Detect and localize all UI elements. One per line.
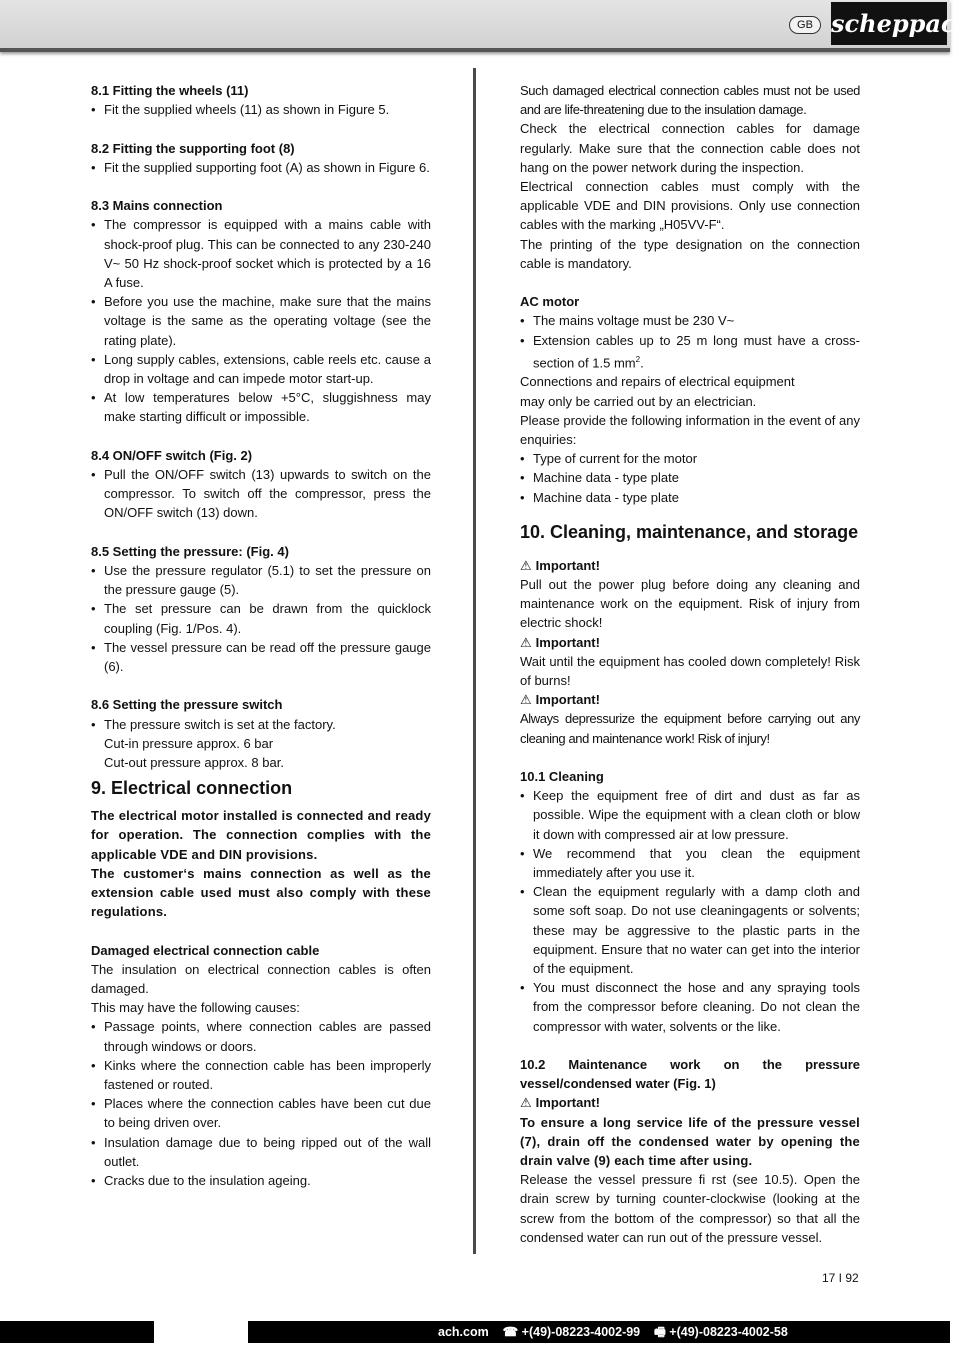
- list-item: • Clean the equipment regularly with a damp cloth and some soft soap. Do not use cleaningagents or solvents; these may be aggressive to the plastic parts in the equipment. Ensure that no water can get into the interior of the equipment.: [520, 882, 860, 978]
- language-badge: GB: [789, 16, 821, 34]
- paragraph: This may have the following causes:: [91, 1000, 300, 1016]
- section-heading: 8.5 Setting the pressure: (Fig. 4): [91, 543, 289, 559]
- page-number: 17 I 92: [822, 1271, 859, 1285]
- section-heading: 8.6 Setting the pressure switch: [91, 697, 283, 713]
- paragraph: Electrical connection cables must comply with the applicable VDE and DIN provisions. Only use connection cables with the marking „H05VV-F“.: [520, 179, 860, 233]
- list-item: • Type of current for the motor: [520, 449, 860, 468]
- list-item: • Use the pressure regulator (5.1) to set the pressure on the pressure gauge (5).: [91, 561, 431, 599]
- section-heading: 10.2 Maintenance work on the pressure vessel/condensed water (Fig. 1): [520, 1057, 860, 1092]
- section-heading: 8.1 Fitting the wheels (11): [91, 83, 249, 98]
- paragraph: Check the electrical connection cables for damage regularly. Make sure that the connection cable does not hang on the power network during the inspection.: [520, 121, 860, 175]
- list-item: • Passage points, where connection cables are passed through windows or doors.: [91, 1017, 431, 1055]
- list-item: • Cracks due to the insulation ageing.: [91, 1171, 431, 1190]
- list-item: • Fit the supplied wheels (11) as shown in Figure 5.: [91, 100, 431, 119]
- list-item: • Kinks where the connection cable has been improperly fastened or routed.: [91, 1056, 431, 1094]
- brand-logo: scheppach: [831, 2, 947, 45]
- chapter-title: 10. Cleaning, maintenance, and storage: [520, 521, 859, 542]
- list-item: • Fit the supplied supporting foot (A) as shown in Figure 6.: [91, 158, 431, 177]
- bullet-list: [91, 715, 431, 734]
- list-item: • The vessel pressure can be read off the pressure gauge (6).: [91, 638, 431, 676]
- pressure-line: Cut-in pressure approx. 6 bar: [104, 735, 274, 751]
- bullet-list: [91, 100, 431, 119]
- bold-paragraph: The electrical motor installed is connected and ready for operation. The connection complies with the applicable VDE and DIN provisions.: [91, 808, 431, 862]
- list-item: • The set pressure can be drawn from the quicklock coupling (Fig. 1/Pos. 4).: [91, 599, 431, 637]
- bold-paragraph: To ensure a long service life of the pressure vessel (7), drain off the condensed water by opening the drain valve (9) each time after using.: [520, 1114, 860, 1169]
- warning-icon: ⚠: [520, 1095, 532, 1111]
- list-item: • Insulation damage due to being ripped out of the wall outlet.: [91, 1133, 431, 1171]
- bullet-list: [91, 215, 431, 426]
- paragraph: The insulation on electrical connection cables is often damaged.: [91, 961, 431, 997]
- section-heading: 8.3 Mains connection: [91, 198, 223, 214]
- chapter-title: 9. Electrical connection: [91, 778, 293, 799]
- section-heading: 8.2 Fitting the supporting foot (8): [91, 140, 295, 156]
- paragraph: may only be carried out by an electrician.: [520, 393, 757, 409]
- bullet-list: [520, 786, 860, 1036]
- footer-bar: [0, 1321, 950, 1343]
- warning-icon: ⚠: [520, 692, 532, 708]
- important-heading: ⚠ Important!: [520, 556, 860, 575]
- pressure-line: Cut-out pressure approx. 8 bar.: [104, 755, 284, 771]
- footer-contact: ach.com ☎ +(49)-08223-4002-99 🖷 +(49)-08223-4002-58: [438, 1325, 788, 1339]
- section-heading: Damaged electrical connection cable: [91, 942, 320, 958]
- bullet-list: [91, 1017, 431, 1190]
- paragraph: Release the vessel pressure fi rst (see 10.5). Open the drain screw by turning counter-clockwise (looking at the screw from the bottom of the compressor) so that all the condensed water can run out of the pressure vessel.: [520, 1172, 860, 1245]
- right-column: [520, 81, 860, 1247]
- important-heading: ⚠ Important!: [520, 690, 860, 709]
- bullet-list: [91, 158, 431, 177]
- paragraph: Pull out the power plug before doing any cleaning and maintenance work on the equipment. Risk of injury from electric shock!: [520, 576, 860, 631]
- bold-paragraph: The customer‘s mains connection as well as the extension cable used must also comply with these regulations.: [91, 865, 431, 920]
- list-item: • Long supply cables, extensions, cable reels etc. cause a drop in voltage and can impede motor start-up.: [91, 350, 431, 388]
- list-item: • Machine data - type plate: [520, 488, 860, 507]
- list-item: • The compressor is equipped with a mains cable with shock-proof plug. This can be connected to any 230-240 V~ 50 Hz shock-proof socket which is protected by a 16 A fuse.: [91, 215, 431, 292]
- bullet-list: [91, 465, 431, 523]
- section-heading: 10.1 Cleaning: [520, 769, 604, 784]
- paragraph: Wait until the equipment has cooled down completely! Risk of burns!: [520, 653, 860, 688]
- list-item: • You must disconnect the hose and any spraying tools from the compressor before cleaning. Do not clean the compressor with water, solvents or the like.: [520, 978, 860, 1036]
- paragraph: Such damaged electrical connection cables must not be used and are life-threatening due to the insulation damage.: [520, 83, 860, 118]
- bullet-list: [520, 311, 860, 372]
- list-item: • Extension cables up to 25 m long must have a cross-section of 1.5 $mm^2$.: [520, 331, 860, 373]
- list-item: • Keep the equipment free of dirt and dust as far as possible. Wipe the equipment with a clean cloth or blow it down with compressed air at low pressure.: [520, 786, 860, 844]
- section-heading: 8.4 ON/OFF switch (Fig. 2): [91, 447, 253, 463]
- paragraph: Connections and repairs of electrical equipment: [520, 374, 795, 390]
- paragraph: The printing of the type designation on the connection cable is mandatory.: [520, 236, 860, 271]
- important-heading: ⚠ Important!: [520, 633, 860, 652]
- list-item: • The pressure switch is set at the factory.: [91, 715, 431, 734]
- paragraph: Always depressurize the equipment before carrying out any cleaning and maintenance work! Risk of injury!: [520, 711, 860, 746]
- list-item: • Before you use the machine, make sure that the mains voltage is the same as the operating voltage (see the rating plate).: [91, 292, 431, 350]
- list-item: • The mains voltage must be 230 V~: [520, 311, 860, 330]
- paragraph: Please provide the following information in the event of any enquiries:: [520, 412, 860, 447]
- section-heading: AC motor: [520, 294, 580, 310]
- warning-icon: ⚠: [520, 557, 532, 573]
- list-item: • At low temperatures below +5°C, sluggishness may make starting difficult or impossible.: [91, 388, 431, 426]
- list-item: • Pull the ON/OFF switch (13) upwards to switch on the compressor. To switch off the compressor, press the ON/OFF switch (13) down.: [91, 465, 431, 523]
- list-item: • We recommend that you clean the equipment immediately after you use it.: [520, 844, 860, 882]
- list-item: • Places where the connection cables have been cut due to being driven over.: [91, 1094, 431, 1132]
- list-item: • Machine data - type plate: [520, 468, 860, 487]
- left-column: [91, 81, 431, 1190]
- important-heading: ⚠ Important!: [520, 1093, 860, 1112]
- bullet-list: [520, 449, 860, 507]
- column-divider: [473, 68, 476, 1254]
- header-bar: [0, 0, 973, 52]
- warning-icon: ⚠: [520, 634, 532, 650]
- bullet-list: [91, 561, 431, 676]
